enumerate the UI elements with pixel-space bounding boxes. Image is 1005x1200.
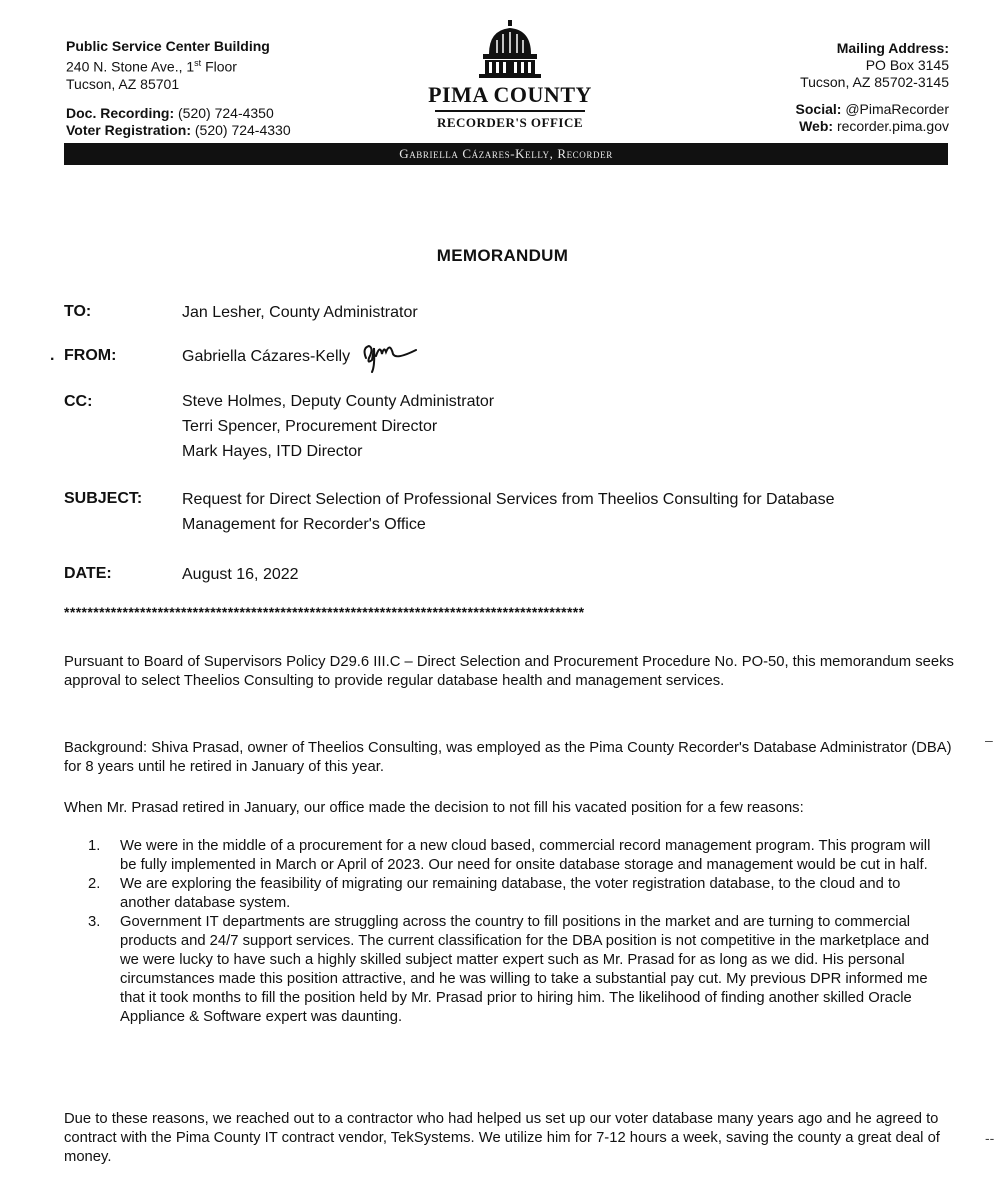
- social-handle: @PimaRecorder: [845, 101, 949, 117]
- list-item: 3. Government IT departments are struggling across the country to fill positions in the market and are turning to commercial products and 24/7 support services. The current classification for the DBA position is not competitive in the marketplace and we were lucky to have such a highly skilled subject matter expert such as Mr. Prasad for as long as we did. His personal circumstances made this position attractive, and he was willing to take a substantial pay cut. My previous DPR informed me that it took months to fill the position held by Mr. Prasad prior to hiring him. The likelihood of finding another skilled Oracle Appliance & Software expert was daunting.: [88, 914, 930, 1025]
- cc-recipient: Terri Spencer, Procurement Director: [182, 418, 438, 435]
- cc-list: [182, 389, 494, 464]
- subject-line: Request for Direct Selection of Professional Services from Theelios Consulting for Database: [182, 491, 835, 508]
- separator-line: *****************************************************************************************: [64, 604, 585, 620]
- date-value: August 16, 2022: [182, 566, 299, 583]
- city-address: Tucson, AZ 85701: [66, 75, 180, 92]
- memo-title: MEMORANDUM: [436, 246, 569, 265]
- social-line: Social: @PimaRecorder: [795, 101, 949, 117]
- subject-line: Management for Recorder's Office: [182, 516, 426, 533]
- initials-signature: [360, 336, 420, 376]
- street-address: 240 N. Stone Ave., 1st Floor: [66, 58, 237, 75]
- mailing-city: Tucson, AZ 85702-3145: [800, 74, 949, 90]
- margin-dot: .: [50, 347, 55, 364]
- paragraph-policy: Pursuant to Board of Supervisors Policy D29.6 III.C – Direct Selection and Procurement Procedure No. PO-50, this memorandum seeks approval to select Theelios Consulting to provide regular database health and management services.: [64, 654, 954, 689]
- capitol-dome-icon: [475, 20, 545, 80]
- po-box: PO Box 3145: [865, 57, 949, 73]
- from-label: FROM:: [64, 347, 117, 364]
- list-item: 2. We are exploring the feasibility of migrating our remaining database, the voter registration database, to the cloud and to another database system.: [88, 876, 901, 911]
- web-line: Web: recorder.pima.gov: [799, 118, 949, 134]
- margin-mark: –: [985, 732, 993, 748]
- cc-recipient: Mark Hayes, ITD Director: [182, 443, 363, 460]
- logo-office-name: RECORDER'S OFFICE: [436, 115, 584, 130]
- mailing-label: Mailing Address:: [836, 40, 949, 56]
- recorder-banner: Gabriella Cázares-Kelly, Recorder: [64, 143, 948, 165]
- voter-registration-line: Voter Registration: (520) 724-4330: [66, 121, 291, 138]
- paragraph-reasons-intro: When Mr. Prasad retired in January, our office made the decision to not fill his vacated position for a few reasons:: [64, 800, 804, 816]
- cc-recipient: Steve Holmes, Deputy County Administrator: [182, 393, 495, 410]
- to-label: TO:: [64, 303, 92, 320]
- building-name: Public Service Center Building: [66, 38, 270, 54]
- reasons-list: [88, 837, 948, 1027]
- doc-recording-line: Doc. Recording: (520) 724-4350: [66, 104, 274, 121]
- web-address: recorder.pima.gov: [836, 118, 949, 134]
- list-item: 1. We were in the middle of a procurement for a new cloud based, commercial record management program. This program will be fully implemented in March or April of 2023. Our need for onsite database storage and management would be cut in half.: [88, 838, 931, 873]
- from-value: Gabriella Cázares-Kelly: [182, 348, 351, 365]
- to-value: Jan Lesher, County Administrator: [182, 304, 418, 321]
- subject-value: [182, 487, 962, 537]
- margin-mark: --: [985, 1130, 995, 1146]
- date-label: DATE:: [64, 565, 112, 582]
- logo-divider: [435, 110, 585, 112]
- doc-recording-phone: (520) 724-4350: [178, 104, 274, 121]
- letterhead-address: [66, 38, 291, 139]
- cc-label: CC:: [64, 393, 93, 410]
- subject-label: SUBJECT:: [64, 490, 143, 507]
- voter-registration-phone: (520) 724-4330: [194, 121, 291, 138]
- paragraph-conclusion: Due to these reasons, we reached out to a contractor who had helped us set up our voter database many years ago and he agreed to contract with the Pima County IT contract vendor, TekSystems. We utilize him for 7-12 hours a week, saving the county a great deal of money.: [64, 1111, 940, 1165]
- logo-county-name: PIMA COUNTY: [428, 82, 592, 107]
- letterhead-contact: [796, 40, 949, 135]
- paragraph-background: Background: Shiva Prasad, owner of Theelios Consulting, was employed as the Pima County Recorder's Database Administrator (DBA) for 8 years until he retired in January of this year.: [64, 740, 952, 775]
- pima-county-logo: [420, 20, 600, 131]
